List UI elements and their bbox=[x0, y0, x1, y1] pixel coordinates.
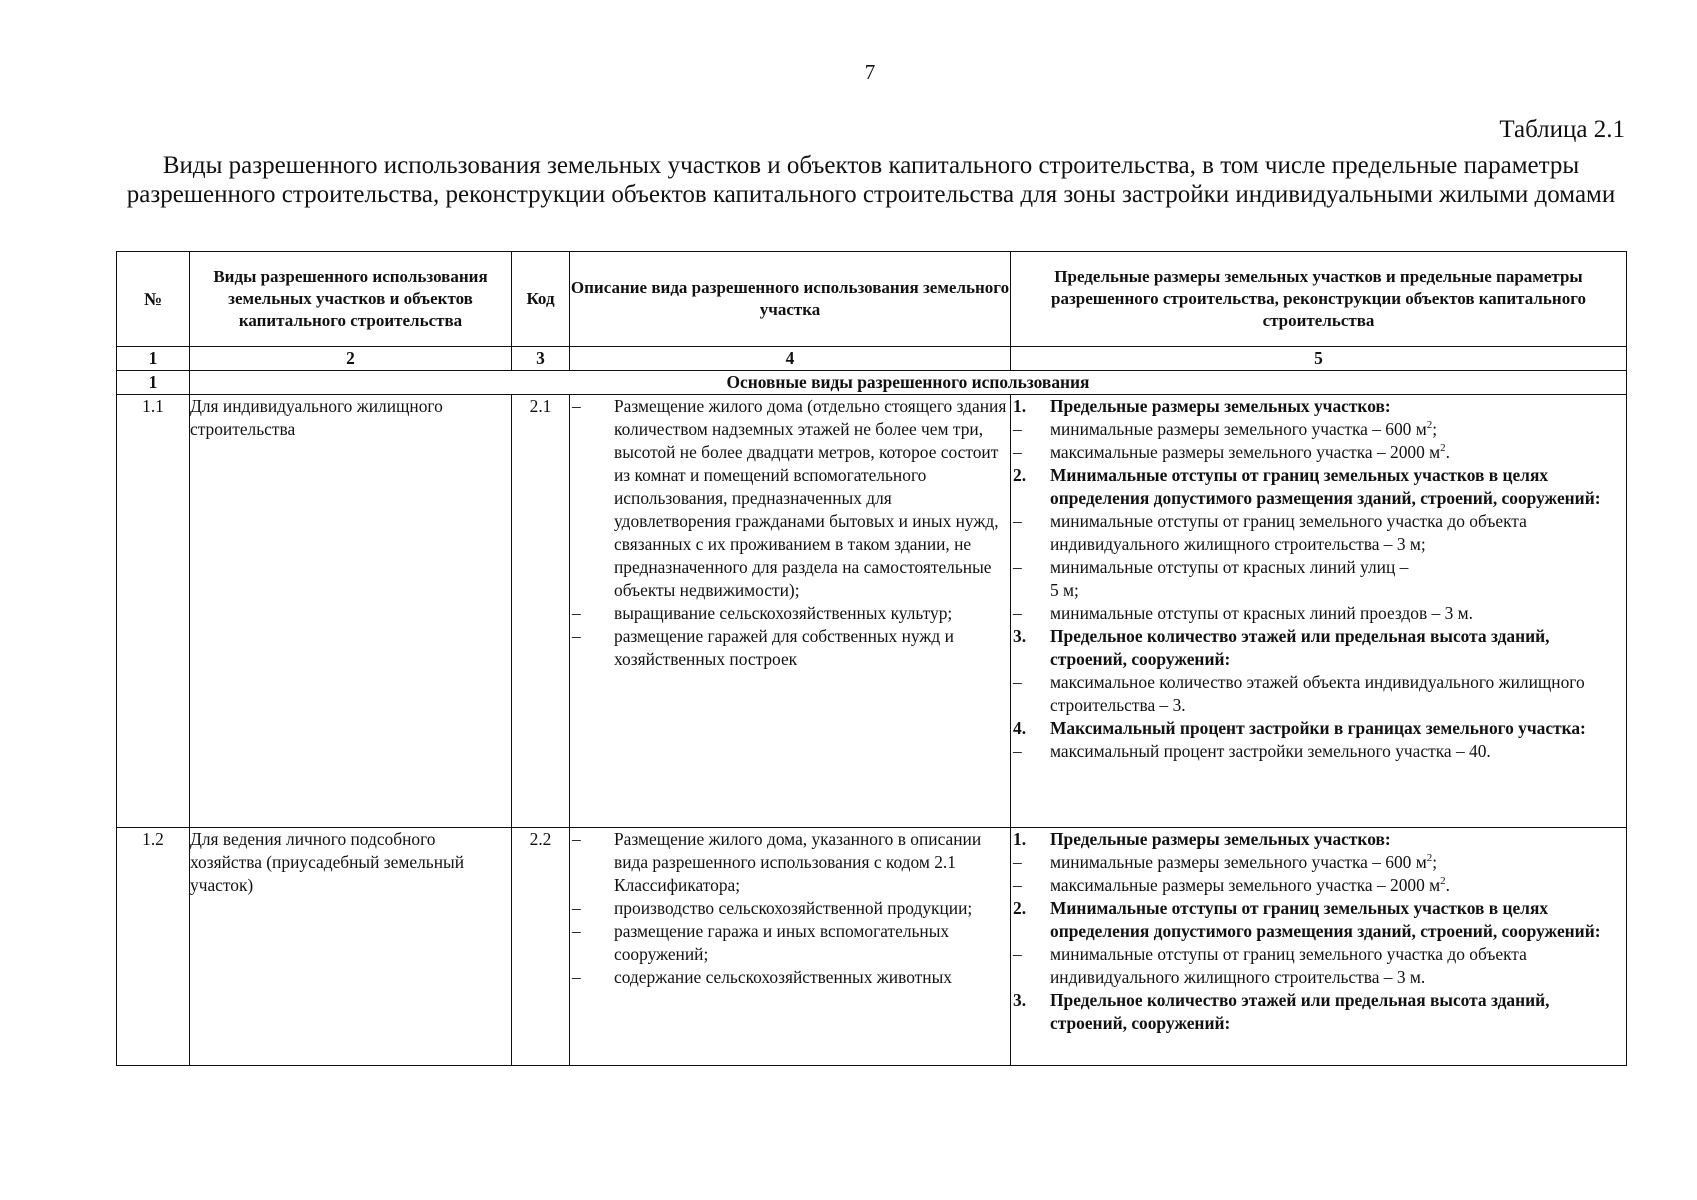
superscript: 2 bbox=[1426, 852, 1433, 865]
use-kind-name: Для индивидуального жилищного строительства bbox=[190, 395, 512, 828]
dash-marker: – bbox=[1013, 672, 1022, 692]
dash-marker: – bbox=[572, 626, 581, 646]
description-text: содержание сельскохозяйственных животных bbox=[614, 967, 952, 987]
parameter-text-body: минимальные отступы от красных линий улиц – bbox=[1050, 557, 1409, 577]
description-item bbox=[570, 625, 1010, 671]
use-description bbox=[570, 828, 1011, 1066]
table-header-row bbox=[117, 252, 1627, 347]
document-title: Виды разрешенного использования земельных участков и объектов капитального строительства, в том числе предельные параметры разрешенного строительства, реконструкции объектов капитального строительства для зоны застройки индивидуальными жилыми домами bbox=[126, 152, 1616, 208]
parameter-text bbox=[1050, 556, 1626, 602]
description-text: размещение гаража и иных вспомогательных сооружений; bbox=[614, 921, 950, 964]
parameter-item bbox=[1011, 418, 1626, 441]
description-item bbox=[570, 395, 1010, 602]
parameter-item bbox=[1011, 602, 1626, 625]
dash-marker: – bbox=[572, 396, 581, 416]
dash-marker: – bbox=[1013, 603, 1022, 623]
parameter-text bbox=[1050, 441, 1626, 464]
parameter-text-body: максимальные размеры земельного участка – 2000 м bbox=[1050, 875, 1441, 895]
superscript: 2 bbox=[1440, 442, 1446, 455]
parameter-text-tail: . bbox=[1445, 442, 1450, 462]
parameter-heading-text bbox=[1050, 625, 1626, 671]
dash-marker: – bbox=[572, 829, 581, 849]
dash-marker: – bbox=[1013, 557, 1022, 577]
dash-marker: – bbox=[1013, 442, 1022, 462]
dash-marker: – bbox=[1013, 875, 1022, 895]
parameter-text bbox=[1050, 510, 1626, 556]
column-number-row bbox=[117, 347, 1627, 371]
parameter-heading bbox=[1011, 989, 1626, 1035]
parameter-heading-text bbox=[1050, 897, 1626, 943]
parameter-text-body: максимальный процент застройки земельного участка – 40. bbox=[1050, 741, 1491, 761]
parameter-text-continued: 5 м; bbox=[1050, 580, 1079, 600]
dash-marker: – bbox=[1013, 944, 1022, 964]
dash-marker: – bbox=[1013, 511, 1022, 531]
number-marker: 2. bbox=[1013, 898, 1027, 918]
description-text: производство сельскохозяйственной продукции; bbox=[614, 898, 973, 918]
description-text: Размещение жилого дома, указанного в описании вида разрешенного использования с кодом 2.1 Классификатора; bbox=[614, 829, 982, 895]
section-title: Основные виды разрешенного использования bbox=[190, 371, 1627, 395]
description-item bbox=[570, 966, 1010, 989]
number-marker: 1. bbox=[1013, 396, 1027, 416]
column-number: 3 bbox=[512, 347, 570, 371]
header-parameters: Предельные размеры земельных участков и предельные параметры разрешенного строительства, реконструкции объектов капитального строительства bbox=[1011, 252, 1627, 347]
use-description bbox=[570, 395, 1011, 828]
dash-marker: – bbox=[1013, 741, 1022, 761]
parameter-item bbox=[1011, 740, 1626, 763]
parameter-heading-text bbox=[1050, 989, 1626, 1035]
table-label: Таблица 2.1 bbox=[1499, 116, 1625, 143]
permitted-use-table bbox=[116, 251, 1627, 1066]
parameter-text-body: Предельное количество этажей или предельная высота зданий, строений, сооружений: bbox=[1050, 990, 1550, 1033]
section-row bbox=[117, 371, 1627, 395]
parameter-text-body: Предельные размеры земельных участков: bbox=[1050, 396, 1391, 416]
parameter-text-body: минимальные отступы от границ земельного участка до объекта индивидуального жилищного строительства – 3 м. bbox=[1050, 944, 1527, 987]
parameter-item bbox=[1011, 943, 1626, 989]
dash-marker: – bbox=[572, 967, 581, 987]
page-number: 7 bbox=[864, 60, 876, 84]
superscript: 2 bbox=[1440, 875, 1446, 888]
number-marker: 3. bbox=[1013, 990, 1027, 1010]
description-text: Размещение жилого дома (отдельно стоящего здания количеством надземных этажей не более чем три, высотой не более двадцати метров, которое состоит из комнат и помещений вспомогательного использования, предназначенных для удовлетворения гражданами бытовых и иных нужд, связанных с их проживанием в таком здании, не предназначенного для раздела на самостоятельные объекты недвижимости); bbox=[614, 396, 1007, 600]
parameter-item bbox=[1011, 671, 1626, 717]
parameter-text bbox=[1050, 671, 1626, 717]
dash-marker: – bbox=[572, 603, 581, 623]
column-number: 5 bbox=[1011, 347, 1627, 371]
dash-marker: – bbox=[1013, 852, 1022, 872]
description-item bbox=[570, 602, 1010, 625]
use-code: 2.1 bbox=[512, 395, 570, 828]
parameter-item bbox=[1011, 441, 1626, 464]
parameter-heading bbox=[1011, 625, 1626, 671]
parameter-heading-text bbox=[1050, 717, 1626, 740]
description-text: размещение гаражей для собственных нужд и хозяйственных построек bbox=[614, 626, 954, 669]
column-number: 1 bbox=[117, 347, 190, 371]
parameter-text-body: Предельное количество этажей или предельная высота зданий, строений, сооружений: bbox=[1050, 626, 1550, 669]
parameter-text-body: минимальные размеры земельного участка – 600 м bbox=[1050, 419, 1427, 439]
parameter-text-tail: ; bbox=[1432, 419, 1438, 439]
row-number: 1.1 bbox=[117, 395, 190, 828]
column-number: 4 bbox=[570, 347, 1011, 371]
number-marker: 4. bbox=[1013, 718, 1027, 738]
parameter-item bbox=[1011, 851, 1626, 874]
header-number: № bbox=[117, 252, 190, 347]
parameter-text-tail: . bbox=[1445, 875, 1450, 895]
use-parameters bbox=[1011, 828, 1627, 1066]
parameter-text-body: максимальное количество этажей объекта индивидуального жилищного строительства – 3. bbox=[1050, 672, 1585, 715]
parameter-text bbox=[1050, 418, 1626, 441]
table-row bbox=[117, 828, 1627, 1066]
parameter-heading bbox=[1011, 897, 1626, 943]
description-item bbox=[570, 828, 1010, 897]
parameter-text-body: Минимальные отступы от границ земельных участков в целях определения допустимого размещения зданий, строений, сооружений: bbox=[1050, 898, 1601, 941]
section-number: 1 bbox=[117, 371, 190, 395]
table-row bbox=[117, 395, 1627, 828]
parameter-text bbox=[1050, 851, 1626, 874]
header-description: Описание вида разрешенного использования земельного участка bbox=[570, 252, 1011, 347]
parameter-text-body: Минимальные отступы от границ земельных участков в целях определения допустимого размещения зданий, строений, сооружений: bbox=[1050, 465, 1601, 508]
use-parameters bbox=[1011, 395, 1627, 828]
parameter-heading-text bbox=[1050, 395, 1626, 418]
header-code: Код bbox=[512, 252, 570, 347]
parameter-text-body: Предельные размеры земельных участков: bbox=[1050, 829, 1391, 849]
number-marker: 1. bbox=[1013, 829, 1027, 849]
parameter-heading bbox=[1011, 464, 1626, 510]
parameter-heading bbox=[1011, 395, 1626, 418]
parameter-text-body: Максимальный процент застройки в границах земельного участка: bbox=[1050, 718, 1586, 738]
header-kind: Виды разрешенного использования земельных участков и объектов капитального строительства bbox=[190, 252, 512, 347]
superscript: 2 bbox=[1426, 419, 1433, 432]
parameter-item bbox=[1011, 510, 1626, 556]
use-kind-name: Для ведения личного подсобного хозяйства (приусадебный земельный участок) bbox=[190, 828, 512, 1066]
description-text: выращивание сельскохозяйственных культур; bbox=[614, 603, 953, 623]
number-marker: 2. bbox=[1013, 465, 1027, 485]
parameter-text bbox=[1050, 943, 1626, 989]
parameter-heading bbox=[1011, 828, 1626, 851]
parameter-text-tail: ; bbox=[1432, 852, 1438, 872]
parameter-text-body: минимальные размеры земельного участка – 600 м bbox=[1050, 852, 1427, 872]
description-item bbox=[570, 920, 1010, 966]
description-item bbox=[570, 897, 1010, 920]
parameter-text bbox=[1050, 740, 1626, 763]
row-number: 1.2 bbox=[117, 828, 190, 1066]
parameter-text-body: минимальные отступы от красных линий проездов – 3 м. bbox=[1050, 603, 1473, 623]
parameter-heading-text bbox=[1050, 828, 1626, 851]
parameter-text-body: минимальные отступы от границ земельного участка до объекта индивидуального жилищного строительства – 3 м; bbox=[1050, 511, 1527, 554]
parameter-heading bbox=[1011, 717, 1626, 740]
parameter-text-body: максимальные размеры земельного участка – 2000 м bbox=[1050, 442, 1441, 462]
number-marker: 3. bbox=[1013, 626, 1027, 646]
dash-marker: – bbox=[1013, 419, 1022, 439]
dash-marker: – bbox=[572, 898, 581, 918]
parameter-heading-text bbox=[1050, 464, 1626, 510]
parameter-text bbox=[1050, 874, 1626, 897]
parameter-item bbox=[1011, 874, 1626, 897]
parameter-text bbox=[1050, 602, 1626, 625]
parameter-item bbox=[1011, 556, 1626, 602]
column-number: 2 bbox=[190, 347, 512, 371]
dash-marker: – bbox=[572, 921, 581, 941]
use-code: 2.2 bbox=[512, 828, 570, 1066]
